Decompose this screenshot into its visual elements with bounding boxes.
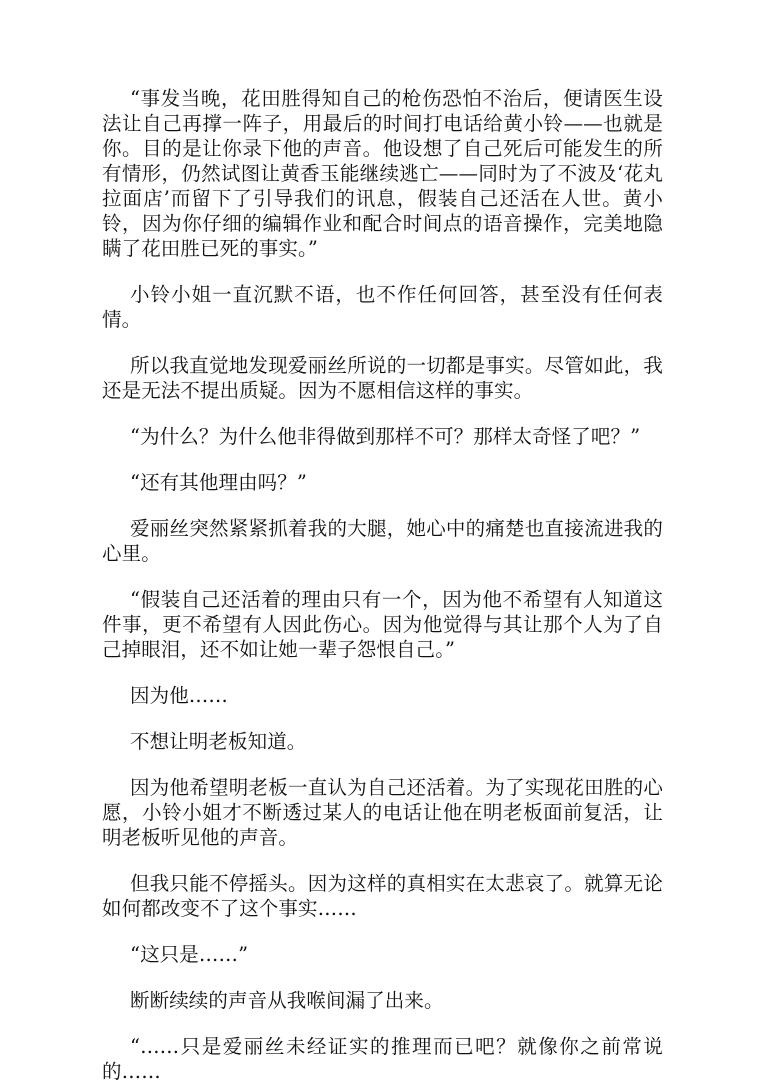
paragraph: “为什么？为什么他非得做到那样不可？那样太奇怪了吧？” <box>130 425 641 448</box>
paragraph: 但我只能不停摇头。因为这样的真相实在太悲哀了。就算无论如何都改变不了这个事实…… <box>102 872 663 920</box>
paragraph: 因为他…… <box>130 684 228 707</box>
paragraph: 小铃小姐一直沉默不语，也不作任何回答，甚至没有任何表情。 <box>102 283 663 331</box>
paragraph: “假装自己还活着的理由只有一个，因为他不希望有人知道这件事，更不希望有人因此伤心。因为他觉得与其让那个人为了自己掉眼泪，还不如让她一辈子怨恨自己。” <box>102 588 663 661</box>
paragraph: “这只是……” <box>130 943 249 966</box>
paragraph: 断断续续的声音从我喉间漏了出来。 <box>130 989 444 1012</box>
paragraph: “事发当晚，花田胜得知自己的枪伤恐怕不治后，便请医生设法让自己再撑一阵子，用最后的时间打电话给黄小铃——也就是你。目的是让你录下他的声音。他设想了自己死后可能发生的所有情形，仍然试图让黄香玉能继续逃亡——同时为了不波及‘花丸拉面店’而留下了引导我们的讯息，假装自己还活在人世。黄小铃，因为你仔细的编辑作业和配合时间点的语音操作，完美地隐瞒了花田胜已死的事实。” <box>102 87 663 260</box>
paragraph: “……只是爱丽丝未经证实的推理而已吧？就像你之前常说的…… <box>102 1035 663 1083</box>
paragraph: 不想让明老板知道。 <box>130 730 307 753</box>
paragraph: “还有其他理由吗？” <box>130 471 307 494</box>
paragraph: 所以我直觉地发现爱丽丝所说的一切都是事实。尽管如此，我还是无法不提出质疑。因为不愿相信这样的事实。 <box>102 354 663 402</box>
paragraph: 因为他希望明老板一直认为自己还活着。为了实现花田胜的心愿，小铃小姐才不断透过某人的电话让他在明老板面前复活，让明老板听见他的声音。 <box>102 776 663 849</box>
paragraph: 爱丽丝突然紧紧抓着我的大腿，她心中的痛楚也直接流进我的心里。 <box>102 517 663 565</box>
